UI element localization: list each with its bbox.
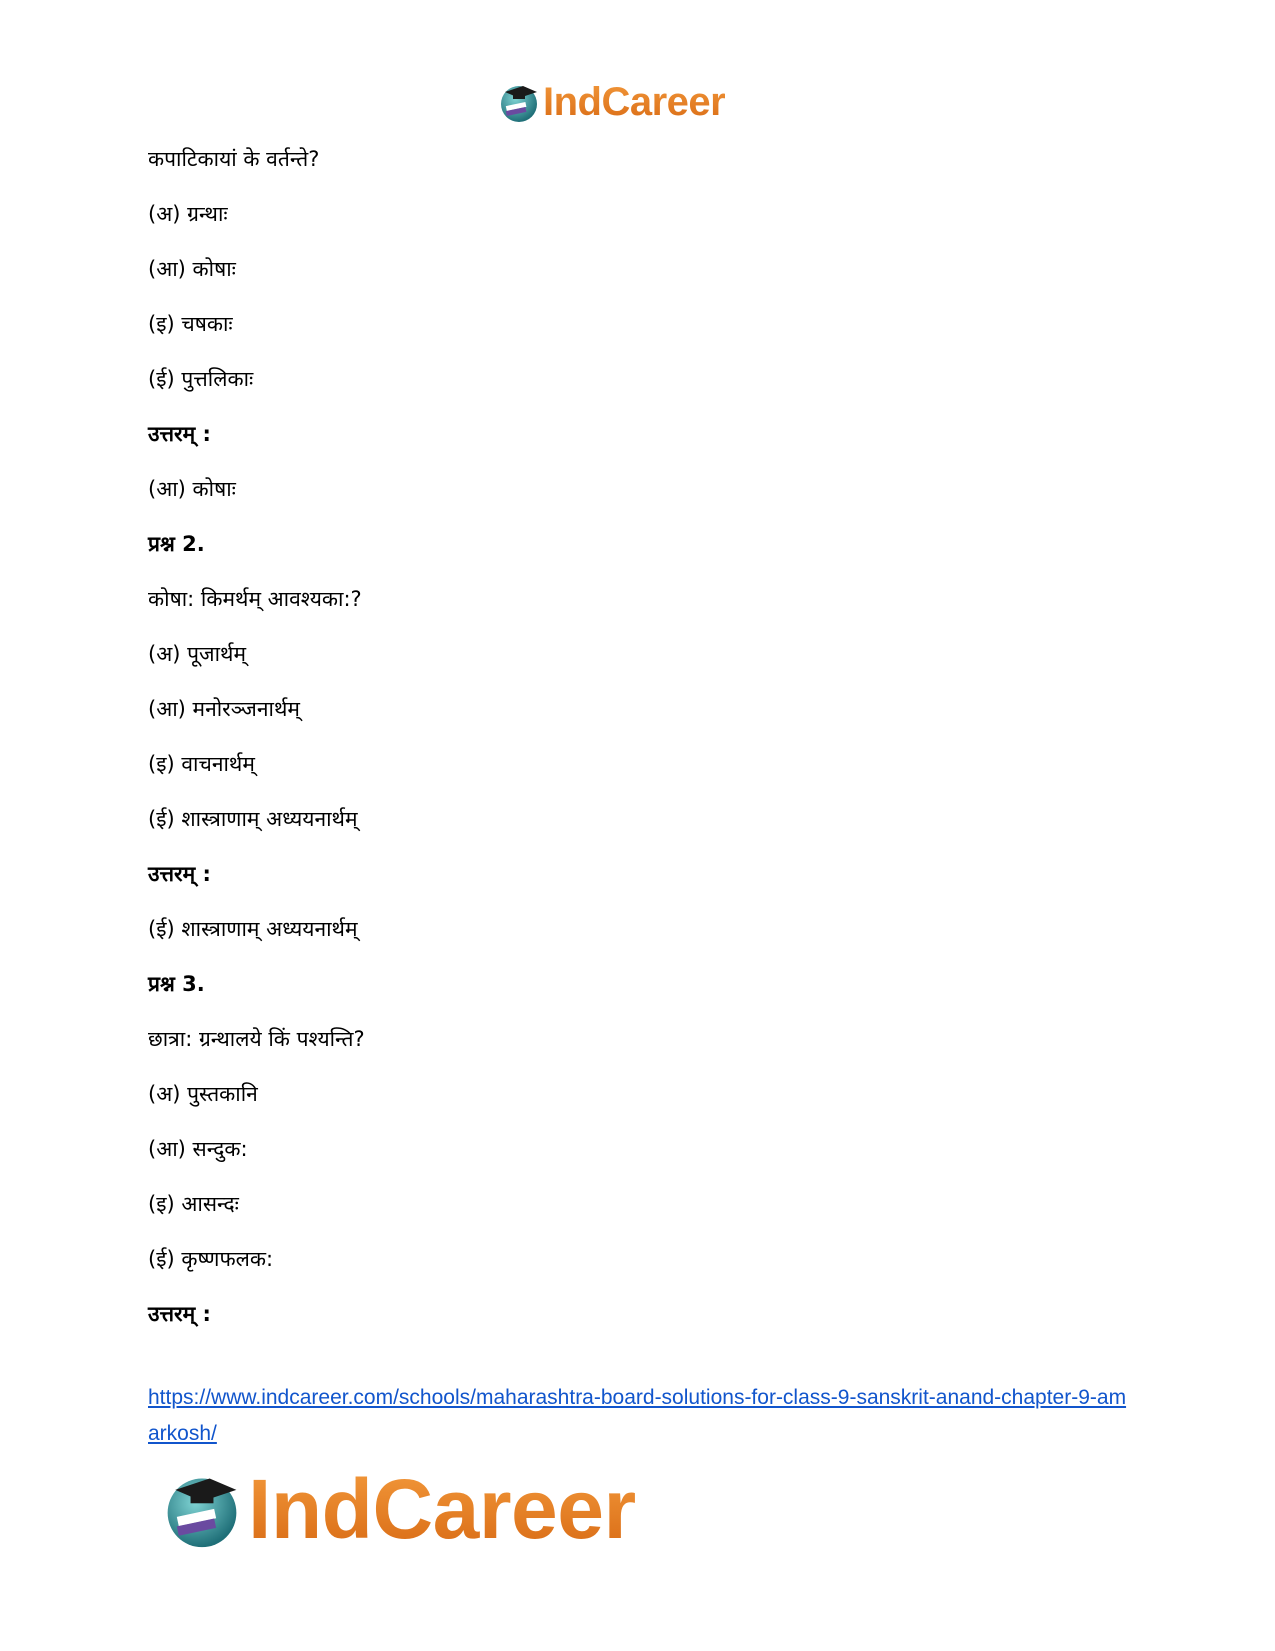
graduation-globe-icon: [160, 1467, 244, 1551]
logo-wordmark: IndCareer: [248, 1462, 636, 1556]
text-line: (ई) पुत्तलिकाः: [148, 367, 254, 391]
text-line: (अ) पूजार्थम्: [148, 642, 247, 666]
text-line: (आ) कोषाः: [148, 477, 236, 501]
text-line: कोषा: किमर्थम् आवश्यका:?: [148, 587, 362, 611]
indcareer-logo-top: [497, 78, 725, 126]
graduation-globe-icon: [497, 80, 541, 124]
text-line: प्रश्न 2.: [148, 532, 205, 556]
text-line: छात्रा: ग्रन्थालये किं पश्यन्ति?: [148, 1027, 365, 1051]
text-line: (इ) आसन्दः: [148, 1192, 239, 1216]
text-line: (आ) मनोरञ्जनार्थम्: [148, 697, 300, 721]
text-line: (अ) पुस्तकानि: [148, 1082, 258, 1106]
text-line: कपाटिकायां के वर्तन्ते?: [148, 147, 320, 171]
text-line: (इ) चषकाः: [148, 312, 233, 336]
logo-wordmark: IndCareer: [543, 80, 726, 124]
source-url-link[interactable]: https://www.indcareer.com/schools/maharashtra-board-solutions-for-class-9-sanskrit-anand-chapter-9-amarkosh/: [148, 1386, 1127, 1445]
text-line: (ई) शास्त्राणाम् अध्ययनार्थम्: [148, 807, 358, 831]
text-line: उत्तरम् :: [148, 422, 211, 446]
document-body: [148, 146, 1128, 1356]
text-line: (ई) शास्त्राणाम् अध्ययनार्थम्: [148, 917, 358, 941]
text-line: उत्तरम् :: [148, 1302, 211, 1326]
text-line: (आ) सन्दुक:: [148, 1137, 248, 1161]
text-line: (आ) कोषाः: [148, 257, 236, 281]
text-line: (ई) कृष्णफलक:: [148, 1247, 274, 1271]
text-line: प्रश्न 3.: [148, 972, 205, 996]
text-line: उत्तरम् :: [148, 862, 211, 886]
indcareer-logo-bottom: [160, 1463, 636, 1555]
text-line: (इ) वाचनार्थम्: [148, 752, 255, 776]
text-line: (अ) ग्रन्थाः: [148, 202, 228, 226]
